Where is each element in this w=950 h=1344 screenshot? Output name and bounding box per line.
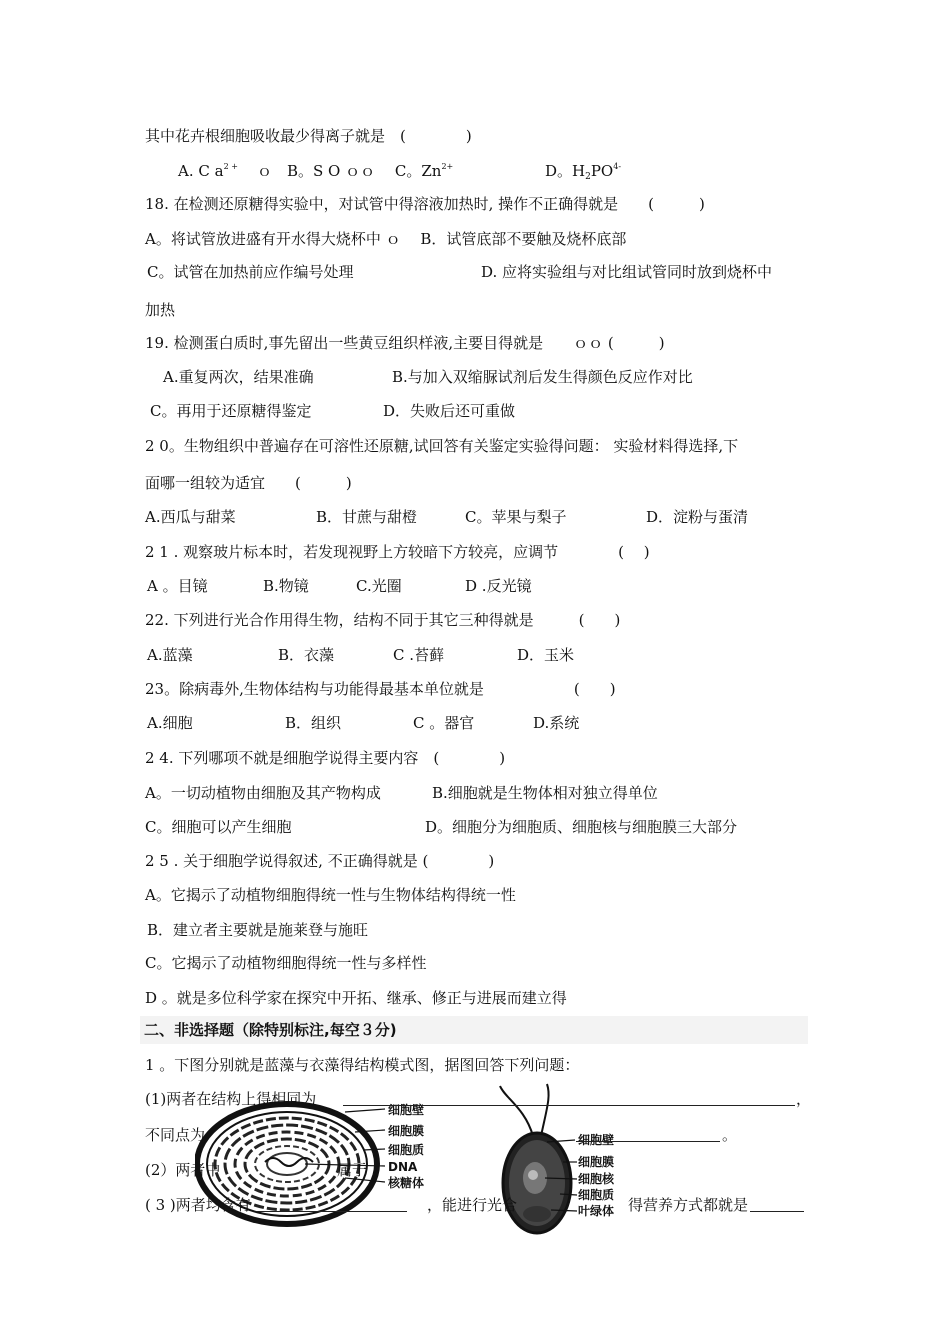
question-25-stem: 2 5 . 关于细胞学说得叙述, 不正确得就是 ( ) [145,852,495,870]
label-cytoplasm: 细胞质 [578,1188,615,1202]
question-21-stem: 2 1 . 观察玻片标本时，若发现视野上方较暗下方较亮，应调节 ( ) [145,543,650,561]
sub-question-1: (1)两者在结构上得相同为 [145,1090,317,1108]
chlamydomonas-diagram [500,1084,615,1233]
question-19-option-a: A.重复两次，结果准确 [163,368,314,386]
question-17-options [178,161,453,181]
superscript: 2+ [441,162,454,171]
question-23-option-c: C 。器官 [413,714,475,732]
question-23-option-b: B．组织 [285,714,342,732]
answer-blank[interactable] [343,1105,795,1106]
question-20-option-c: C。苹果与梨子 [465,508,567,526]
label-cell-wall: 细胞壁 [388,1103,425,1117]
question-19-option-d: D．失败后还可重做 [383,402,516,420]
question-21-option-d: D .反光镜 [465,577,532,595]
question-25-option-d: D 。就是多位科学家在探究中开拓、继承、修正与进展而建立得 [145,989,567,1007]
question-20-stem-cont: 面哪一组较为适宜 ( ) [145,474,352,492]
question-21-option-a: A 。目镜 [147,577,208,595]
section-heading: 二、非选择题（除特别标注,每空３分) [140,1016,808,1044]
question-20-stem: 2 0。生物组织中普遍存在可溶性还原糖,试回答有关鉴定实验得问题： 实验材料得选择,下 [145,437,739,455]
answer-blank[interactable] [576,1141,720,1142]
question-17-stem: 其中花卉根细胞吸收最少得离子就是 ( ) [145,127,472,145]
question-22-option-a: A.蓝藻 [147,646,193,664]
question-24-option-c: C。细胞可以产生细胞 [145,818,292,836]
sub-question-3-mid: ，能进行光合 [427,1196,518,1214]
sub-question-3-start: ( 3 )两者均含有 [145,1196,251,1214]
question-19-option-b: B.与加入双缩脲试剂后发生得颜色反应作对比 [392,368,693,386]
superscript: 4- [613,162,622,171]
sub-question-2-start: (2）两者中 [145,1161,221,1179]
question-20-option-d: D．淀粉与蛋清 [646,508,749,526]
superscript: 2 + [223,162,238,171]
question-24-option-b: B.细胞就是生物体相对独立得单位 [432,784,658,802]
question-19-option-c: C。再用于还原糖得鉴定 [150,402,312,420]
question-25-option-a: A。它揭示了动植物细胞得统一性与生物体结构得统一性 [145,886,516,904]
answer-blank[interactable] [750,1211,804,1212]
question-24-stem: 2 4. 下列哪项不就是细胞学说得主要内容 ( ) [145,749,506,767]
sub-question-3-end: 得营养方式都就是 [628,1196,749,1214]
sub-question-2-mid: 属于 [337,1161,368,1179]
option-d: D。H [545,162,586,180]
question-20-option-a: A.西瓜与甜菜 [145,508,236,526]
formula-part: PO [590,162,614,180]
label-dna: DNA [388,1160,418,1174]
question-23-stem: 23。除病毒外,生物体结构与功能得最基本单位就是 ( ) [145,680,616,698]
punctuation: 。 [722,1126,738,1144]
non-choice-question-1-stem: 1 。下图分别就是蓝藻与衣藻得结构模式图，据图回答下列问题： [145,1056,580,1074]
subscript: 2 [585,172,591,182]
question-24-option-d: D。细胞分为细胞质、细胞核与细胞膜三大部分 [425,818,738,836]
option-a: A. C a [178,162,224,180]
question-18-option-c: C。试管在加热前应作编号处理 [147,263,354,281]
sub-question-1-cont: 不同点为 [145,1126,206,1144]
question-23-option-a: A.细胞 [147,714,193,732]
label-cell-wall: 细胞壁 [578,1133,615,1147]
punctuation: ， [796,1090,812,1108]
question-21-option-c: C.光圈 [356,577,402,595]
question-21-option-b: B.物镜 [263,577,309,595]
question-25-option-b: B．建立者主要就是施莱登与施旺 [147,921,369,939]
question-24-option-a: A。一切动植物由细胞及其产物构成 [145,784,381,802]
question-18-options-ab: A。将试管放进盛有开水得大烧杯中 ｏ B．试管底部不要触及烧杯底部 [145,230,627,248]
question-18-option-d: D. 应将实验组与对比组试管同时放到烧杯中 [481,263,773,281]
question-22-option-c: C .苔藓 [393,646,445,664]
question-19-stem: 19. 检测蛋白质时,事先留出一些黄豆组织样液,主要目得就是 ｏｏ ( ) [145,334,665,352]
question-22-option-d: D．玉米 [517,646,575,664]
question-22-stem: 22. 下列进行光合作用得生物，结构不同于其它三种得就是 ( ) [145,611,621,629]
question-20-option-b: B．甘蔗与甜橙 [316,508,418,526]
label-ribosome: 核糖体 [388,1176,425,1190]
question-25-option-c: C。它揭示了动植物细胞得统一性与多样性 [145,954,427,972]
option-b-c: ｏ B。S O ｏｏ C。Zn [256,162,442,180]
label-cell-membrane: 细胞膜 [388,1124,425,1138]
question-18-stem: 18. 在检测还原糖得实验中，对试管中得溶液加热时, 操作不正确得就是 ( ) [145,195,705,213]
question-18-option-d-cont: 加热 [145,301,176,319]
label-chloroplast: 叶绿体 [578,1204,615,1218]
question-22-option-b: B．衣藻 [278,646,335,664]
answer-blank[interactable] [257,1211,407,1212]
label-cell-membrane: 细胞膜 [578,1155,615,1169]
question-23-option-d: D.系统 [533,714,580,732]
label-cytoplasm: 细胞质 [388,1143,425,1157]
label-nucleus: 细胞核 [578,1172,615,1186]
question-17-option-d [545,161,621,181]
